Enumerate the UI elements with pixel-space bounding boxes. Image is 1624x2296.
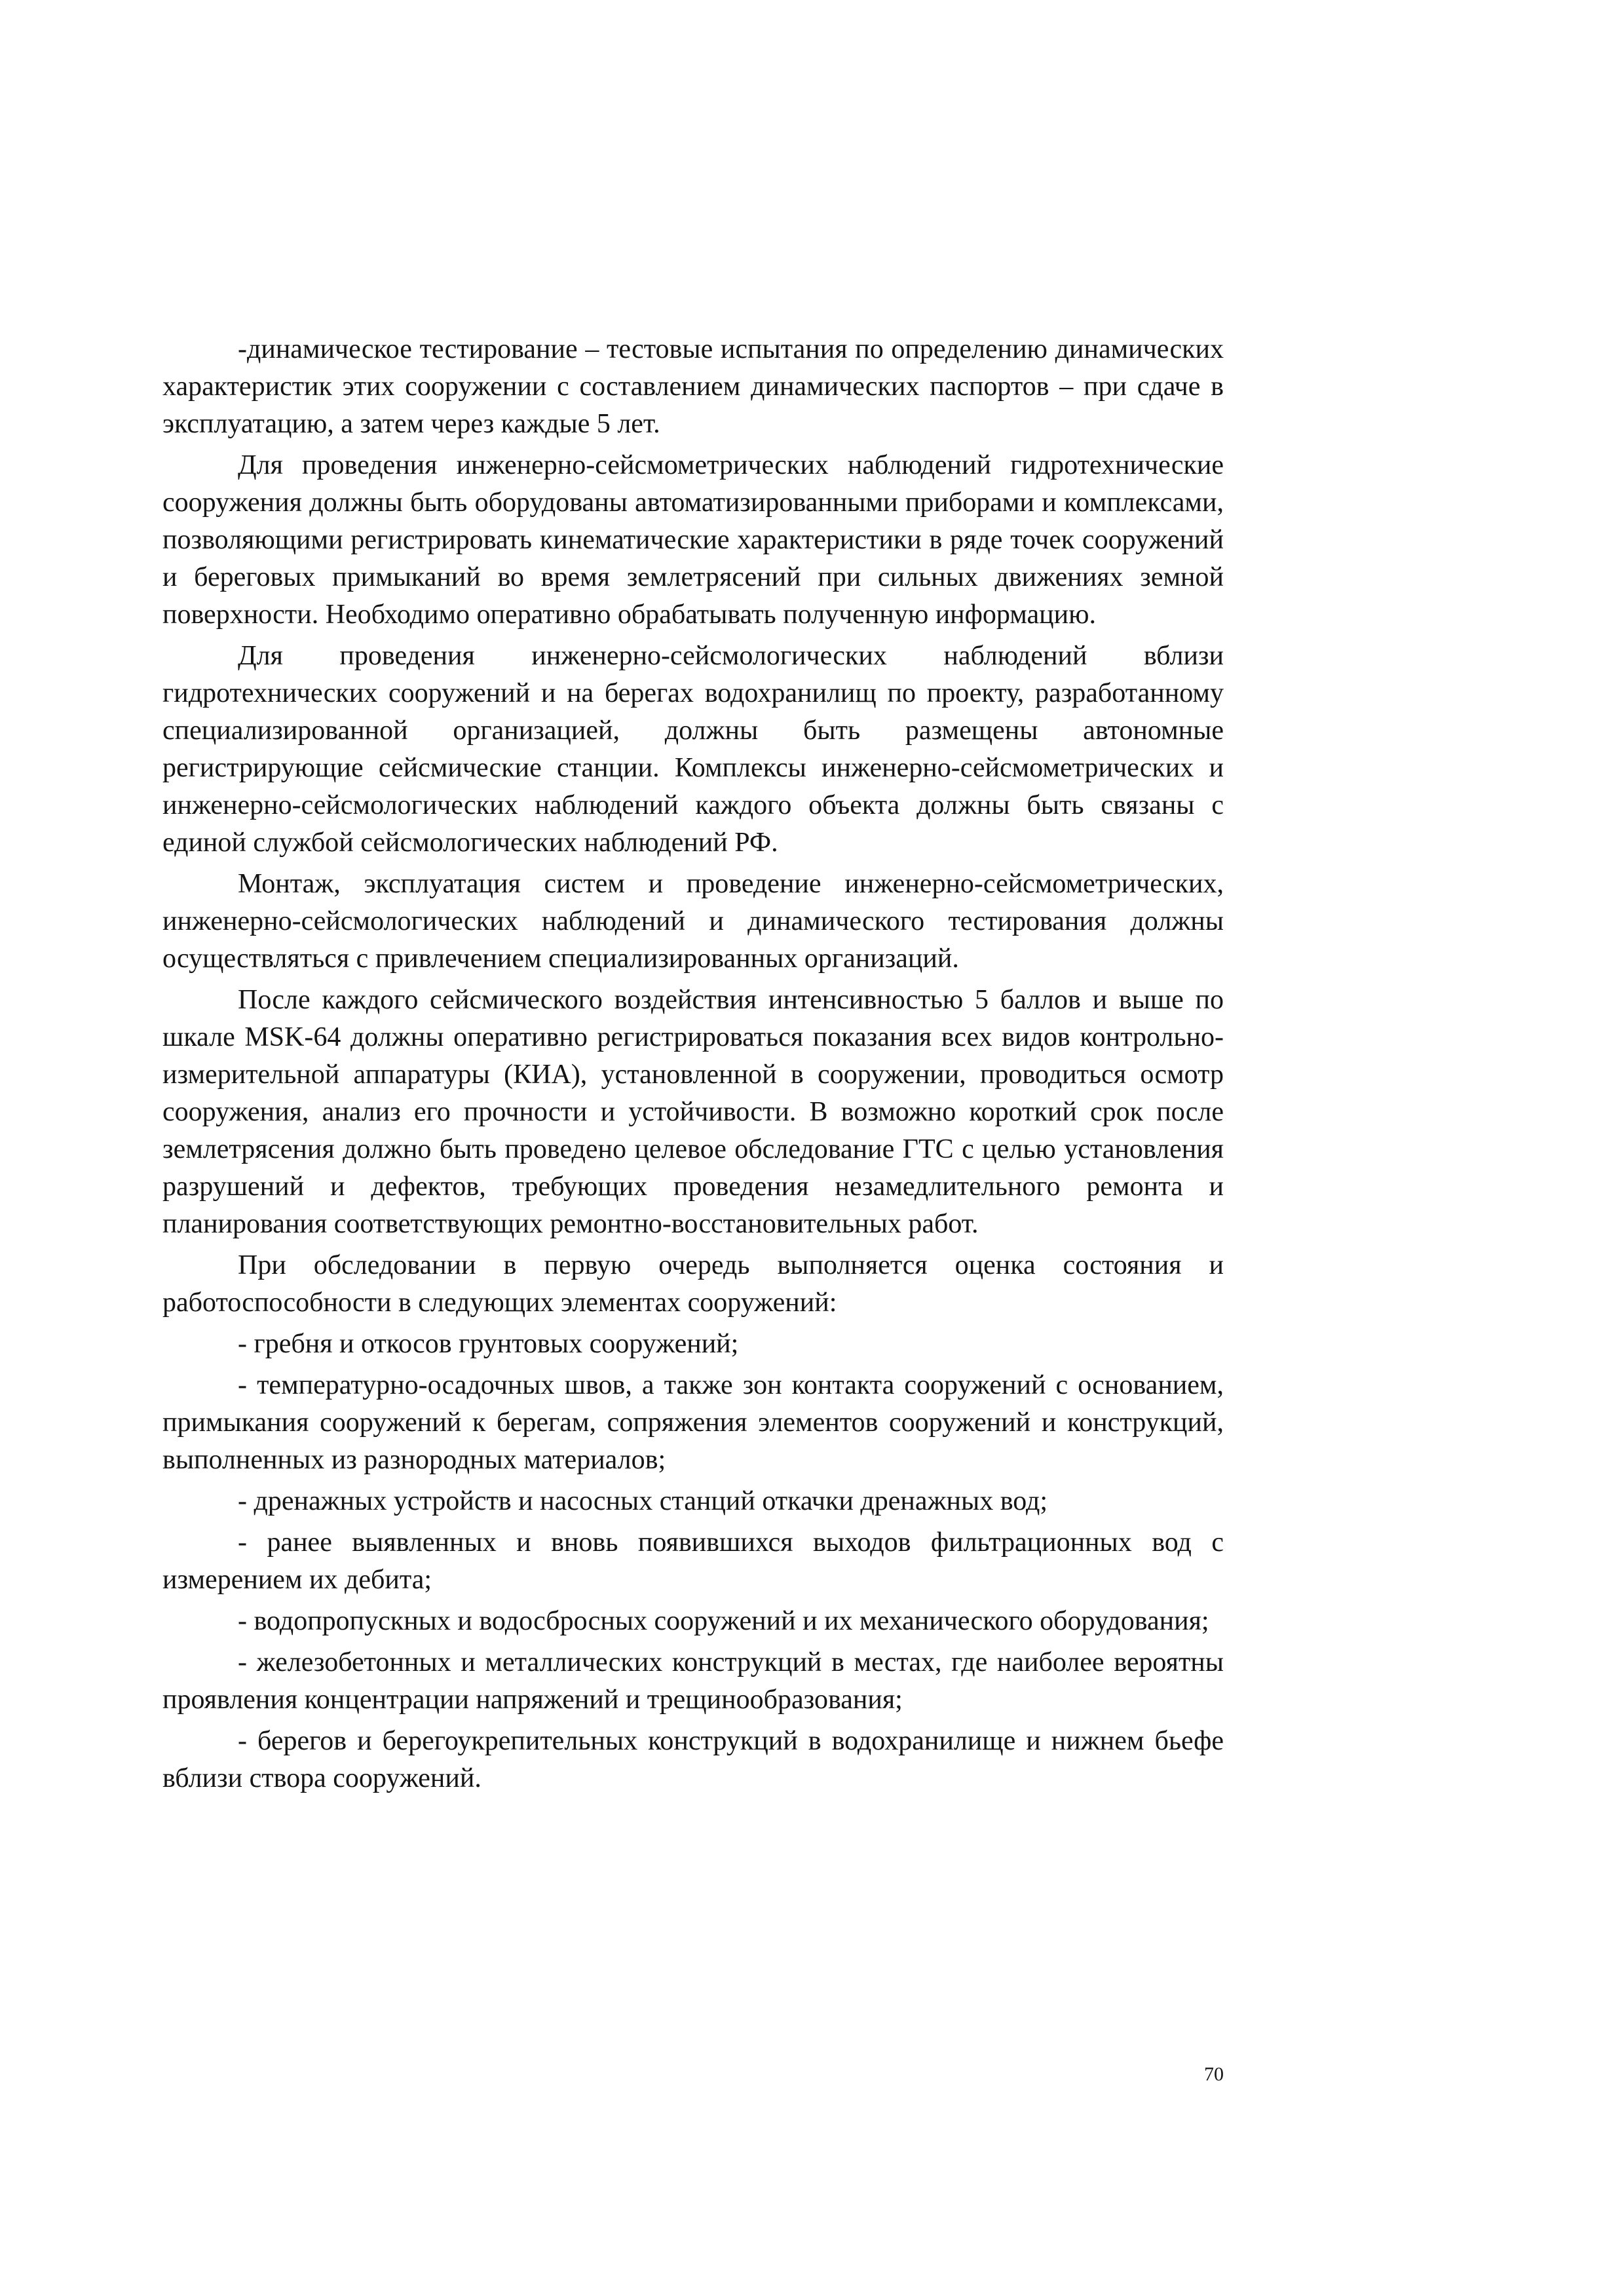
paragraph-seismometric-observations: Для проведения инженерно-сейсмометрических наблюдений гидротехнические сооружения должны быть оборудованы автоматизированными приборами и комплексами, позволяющими регистрировать кинематические характеристики в ряде точек сооружений и береговых примыканий во время землетрясений при сильных движениях земной поверхности. Необходимо оперативно обрабатывать полученную информацию.: [162, 450, 1224, 630]
list-item-drainage: - дренажных устройств и насосных станций откачки дренажных вод;: [238, 1486, 1048, 1516]
body-text: [162, 331, 1224, 1801]
page-number: 70: [1204, 2063, 1224, 2085]
list-item-spillways: - водопропускных и водосбросных сооружений и их механического оборудования;: [238, 1606, 1209, 1636]
list-item-joints-contacts: - температурно-осадочных швов, а также зон контакта сооружений с основанием, примыкания сооружений к берегам, сопряжения элементов сооружений и конструкций, выполненных из разнородных материалов;: [162, 1370, 1224, 1475]
paragraph-installation-operation: Монтаж, эксплуатация систем и проведение инженерно-сейсмометрических, инженерно-сейсмологических наблюдений и динамического тестирования должны осуществляться с привлечением специализированных организаций.: [162, 869, 1224, 974]
paragraph-after-seismic-impact: После каждого сейсмического воздействия интенсивностью 5 баллов и выше по шкале MSK-64 должны оперативно регистрироваться показания всех видов контрольно-измерительной аппаратуры (КИА), установленной в сооружении, проводиться осмотр сооружения, анализ его прочности и устойчивости. В возможно короткий срок после землетрясения должно быть проведено целевое обследование ГТС с целью установления разрушений и дефектов, требующих проведения незамедлительного ремонта и планирования соответствующих ремонтно-восстановительных работ.: [162, 985, 1224, 1239]
paragraph-inspection-intro: При обследовании в первую очередь выполняется оценка состояния и работоспособности в следующих элементах сооружений:: [162, 1250, 1224, 1318]
paragraph-seismological-observations: Для проведения инженерно-сейсмологических наблюдений вблизи гидротехнических сооружений и на берегах водохранилищ по проекту, разработанному специализированной организацией, должны быть размещены автономные регистрирующие сейсмические станции. Комплексы инженерно-сейсмометрических и инженерно-сейсмологических наблюдений каждого объекта должны быть связаны с единой службой сейсмологических наблюдений РФ.: [162, 641, 1224, 858]
list-item-seepage-outlets: - ранее выявленных и вновь появившихся выходов фильтрационных вод с измерением их дебита;: [162, 1527, 1224, 1595]
list-item-crest-slopes: - гребня и откосов грунтовых сооружений;: [238, 1329, 739, 1359]
paragraph-dynamic-testing: -динамическое тестирование – тестовые испытания по определению динамических характеристик этих сооружении с составлением динамических паспортов – при сдаче в эксплуатацию, а затем через каждые 5 лет.: [162, 334, 1224, 439]
list-item-concrete-metal-structures: - железобетонных и металлических конструкций в местах, где наиболее вероятны проявления концентрации напряжений и трещинообразования;: [162, 1647, 1224, 1715]
list-item-banks: - берегов и берегоукрепительных конструкций в водохранилище и нижнем бьефе вблизи створа сооружений.: [162, 1726, 1224, 1793]
